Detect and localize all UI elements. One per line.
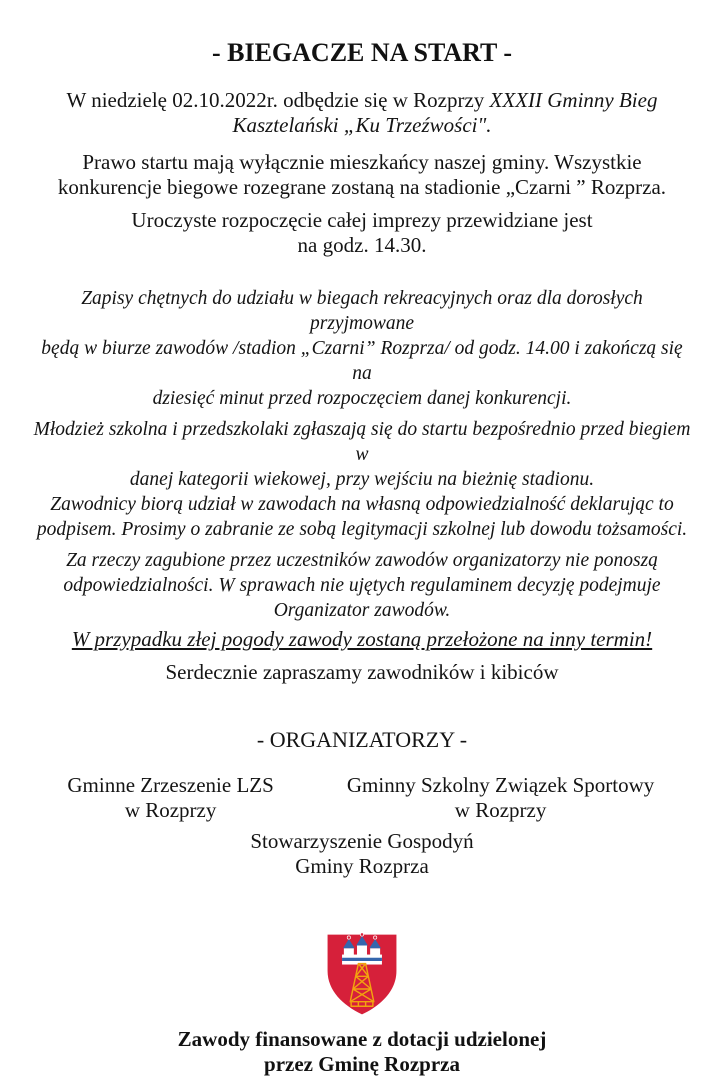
invitation-line: Serdecznie zapraszamy zawodników i kibiców: [165, 660, 559, 684]
registration-paragraph: Zapisy chętnych do udziału w biegach rekreacyjnych oraz dla dorosłych przyjmowane będą w biurze zawodów /stadion „Czarni” Rozprza/ od godz. 14.00 i zakończą się na dziesięć minut przed rozpoczęciem danej konkurencji.: [41, 288, 683, 409]
youth-rules-paragraph: Młodzież szkolna i przedszkolaki zgłaszają się do startu bezpośrednio przed biegiem w danej kategorii wiekowej, przy wejściu na bieżnię stadionu. Zawodnicy biorą udział w zawodach na własną odpowiedzialność deklarując to podpisem. Prosimy o zabranie ze sobą legitymacji szkolnej lub dowodu tożsamości.: [33, 419, 691, 540]
organizers-heading: - ORGANIZATORZY -: [256, 727, 468, 752]
funding-note: Zawody finansowane z dotacji udzielonej przez Gminę Rozprza: [177, 1027, 547, 1076]
organizer-center: Stowarzyszenie Gospodyń Gminy Rozprza: [250, 829, 474, 878]
weather-notice: W przypadku złej pogody zawody zostaną przełożone na inny termin!: [71, 627, 653, 651]
coat-of-arms-container: [32, 931, 692, 1023]
intro-text: W niedzielę 02.10.2022r. odbędzie się w Rozprzy: [66, 88, 490, 112]
intro-paragraph: [32, 88, 692, 138]
organizers-columns: [32, 773, 692, 823]
start-rights-paragraph: Prawo startu mają wyłącznie mieszkańcy naszej gminy. Wszystkie konkurencje biegowe rozegrane zostaną na stadionie „Czarni ” Rozprza.: [57, 150, 667, 199]
intro-event-name-line1: XXXII Gminny Bieg: [489, 88, 658, 112]
opening-time-paragraph: Uroczyste rozpoczęcie całej imprezy przewidziane jest na godz. 14.30.: [131, 208, 593, 257]
page-title: - BIEGACZE NA START -: [211, 38, 513, 67]
wall-blue-stripe: [342, 958, 382, 961]
intro-event-name-line2: Kasztelański „Ku Trzeźwości".: [232, 113, 492, 137]
rozprza-coat-of-arms-icon: [323, 931, 401, 1018]
organizer-right: Gminny Szkolny Związek Sportowy w Rozprzy: [346, 773, 655, 822]
liability-paragraph: Za rzeczy zagubione przez uczestników zawodów organizatorzy nie ponoszą odpowiedzialności. W sprawach nie ujętych regulaminem decyzję podejmuje Organizator zawodów.: [63, 550, 661, 621]
castle-wall: [342, 946, 382, 965]
organizer-left: Gminne Zrzeszenie LZS w Rozprzy: [67, 773, 274, 822]
